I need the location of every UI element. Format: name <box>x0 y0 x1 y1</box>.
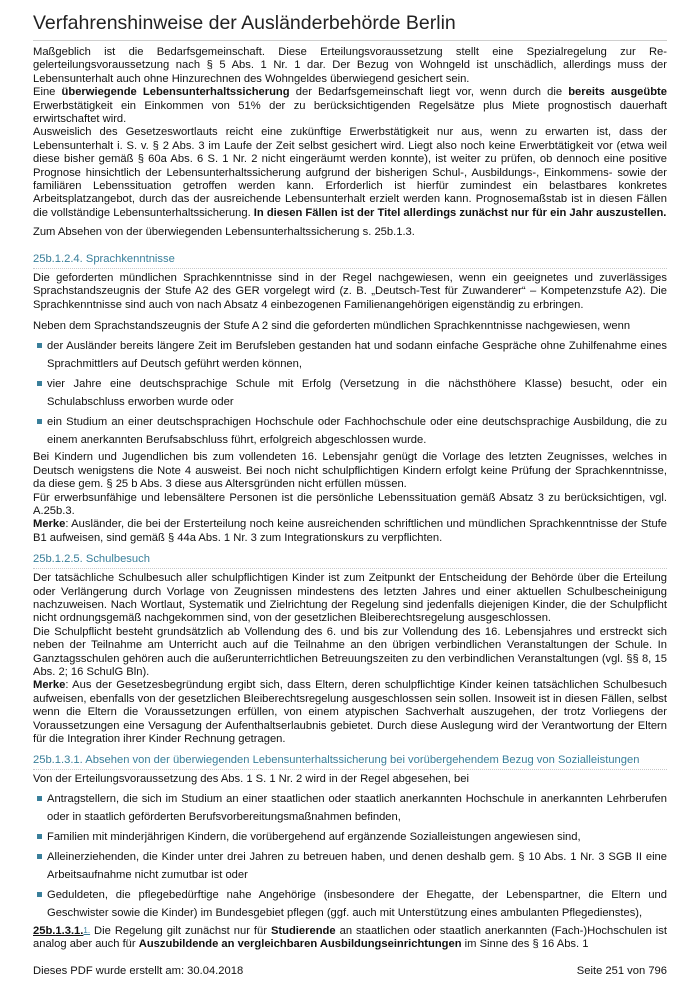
merke-label: Merke <box>33 679 66 692</box>
schule-merke <box>33 679 667 746</box>
page-title: Verfahrenshinweise der Ausländerbehörde Berlin <box>33 0 667 41</box>
text-span: Erwerbstätigkeit ein Einkommen von 51% der zu berücksichtigenden Regelsätze plus Miete prognostisch dauerhaft erwirtschaftet wird. <box>33 99 667 126</box>
square-bullet-icon <box>37 892 42 897</box>
section-title-sprachkenntnisse: 25b.1.2.4. Sprachkenntnisse <box>33 252 667 269</box>
bold-text: überwiegende Lebensunterhaltssicherung <box>61 86 290 99</box>
list-item-text: Familien mit minderjährigen Kindern, die vorübergehend auf ergänzende Sozialleistungen angewiesen sind, <box>47 830 581 843</box>
absehen-paragraph-1: Von der Erteilungsvoraussetzung des Abs. 1 S. 1 Nr. 2 wird in der Regel abgesehen, bei <box>33 773 469 786</box>
absehen-paragraph-2 <box>33 924 667 952</box>
intro-paragraph-3 <box>33 126 667 220</box>
section-title-absehen: 25b.1.3.1. Absehen von der überwiegenden Lebensunterhaltssicherung bei vorübergehendem Bezug von Sozialleistungen <box>33 753 667 770</box>
list-item <box>47 848 667 884</box>
intro-paragraph-2 <box>33 86 667 126</box>
bold-text: Auszubildende an vergleichbaren Ausbildungseinrichtungen <box>138 938 462 951</box>
square-bullet-icon <box>37 381 42 386</box>
list-item-text: Geduldeten, die pflegebedürftige nahe Angehörige (insbesondere der Ehegatte, der Lebenspartner, die Eltern und Geschwister sowie die Kinder) im Bundesgebiet pflegen (ggf. auch mit Unterstützung eines ambulanten Pflegedienstes), <box>47 888 667 919</box>
bold-text: bereits ausgeübte <box>568 86 667 99</box>
list-item <box>47 790 667 826</box>
list-item-text: ein Studium an einer deutschsprachigen Hochschule oder Fachhochschule oder eine deutschsprachige Ausbildung, die zu einem anerkannten Berufsabschluss führt, erfolgreich abgeschlossen wurde. <box>47 416 667 447</box>
bold-text: Studierende <box>270 924 336 937</box>
text-span: an staatlichen oder staatlich anerkannten (Fach-)Hochschulen ist analog aber auch für <box>33 924 667 951</box>
list-item <box>47 828 667 846</box>
text-span: : Aus der Gesetzesbegründung ergibt sich, dass Eltern, deren schulpflichtige Kinder keinen tatsächlichen Schulbesuch aufweisen, ebenfalls von der gesetzlichen Bleiberechtsregelung ausgeschlossen sein sollen. Insoweit ist in diesen Fällen, selbst wenn die Eltern die Voraussetzungen erfüllen, von einem atypischen Sachverhalt auszugehen, der trotz Vorliegens der Voraussetzungen eine Versagung der Aufenthaltserlaubnis gebietet. Durch diese Auslegung wird der Verantwortung der Eltern für die Integration ihrer Kinder Rechnung getragen. <box>33 679 667 746</box>
text-span: Ausweislich des Gesetzeswortlauts reicht eine zukünftige Erwerbstätigkeit nur aus, wenn zu erwarten ist, dass der Lebensunterhalt i. S. v. § 2 Abs. 3 im Laufe der Zeit selbst gesichert wird. Liegt also noch keine Erwerbtätigkeit vor (etwa weil diese bisher gemäß § 60a Abs. 6 S. 1 Nr. 2 nicht eingeräumt werden konnte), ist weiter zu prüfen, ob dennoch eine positive Prognose hinsichtlich der Lebensunterhaltssicherung aufgrund der bisherigen Schul-, Ausbildungs-, Einkommens- sowie der familiären Lebenssituation getroffen werden kann. Erforderlich ist hierfür zumindest ein belastbares konkretes Arbeitsplatzangebot, durch das der ausreichende Lebensunterhalt erzielt werden kann. Prognosemaßstab ist in diesen Fällen die vollständige Lebensunterhaltssicherung. <box>33 126 667 219</box>
list-item <box>47 886 667 922</box>
intro-paragraph-1: Maßgeblich ist die Bedarfsgemeinschaft. Diese Erteilungsvoraussetzung stellt eine Spezialregelung zur Re-gelerteilungsvoraussetzung nach § 5 Abs. 1 Nr. 1 dar. Der Bezug von Wohngeld ist unschädlich, allerdings muss der Lebensunterhalt auch ohne Hinzurechnen des Wohngeldes überwiegend gesichert sein. <box>33 46 667 85</box>
text-span: : Ausländer, die bei der Ersterteilung noch keine ausreichenden schriftlichen und mündlichen Sprachkenntnisse der Stufe B1 aufweisen, sind gemäß § 44a Abs. 1 Nr. 3 zum Integrationskurs zu verpflichten. <box>33 518 667 544</box>
list-item-text: vier Jahre eine deutschsprachige Schule mit Erfolg (Versetzung in die nächsthöhere Klasse) besucht, oder ein Schulabschluss erworben wurde oder <box>47 378 667 409</box>
sprach-merke <box>33 518 667 545</box>
list-item-text: Alleinerziehenden, die Kinder unter drei Jahren zu betreuen haben, und denen deshalb gem. § 10 Abs. 1 Nr. 3 SGB II eine Arbeitsaufnahme nicht zumutbar ist oder <box>47 850 667 881</box>
section-reference: 25b.1.3.1. <box>33 924 84 937</box>
square-bullet-icon <box>37 834 42 839</box>
schule-paragraph-2: Die Schulpflicht besteht grundsätzlich ab Vollendung des 6. und bis zur Vollendung des 16. Lebensjahres und erstreckt sich neben der Teilnahme am Unterricht auch auf die Teilnahme an den übrigen verbindlichen Veranstaltungen der Schule. In Ganztagsschulen gehören auch die außerunterrichtlichen Betreuungszeiten zu den verbindlichen Veranstaltungen (vgl. §§ 8, 15 Abs. 2; 16 SchulG Bln). <box>33 625 667 678</box>
square-bullet-icon <box>37 419 42 424</box>
square-bullet-icon <box>37 343 42 348</box>
sprach-paragraph-1: Die geforderten mündlichen Sprachkenntnisse sind in der Regel nachgewiesen, wenn ein geeignetes und zuverlässiges Sprachstandszeugnis der Stufe A2 des GER vorgelegt wird (z. B. „Deutsch-Test für Zuwanderer“ – Kompetenzstufe A2). Die Sprachkenntnisse sind auch von nach Absatz 4 einbezogenen Familienangehörigen eigenständig zu erbringen. <box>33 271 667 311</box>
absehen-list <box>33 790 667 922</box>
page-footer <box>33 965 667 977</box>
bold-text: In diesen Fällen ist der Titel allerdings zunächst nur für ein Jahr auszustellen. <box>253 206 667 219</box>
sprach-paragraph-2: Neben dem Sprachstandszeugnis der Stufe A 2 sind die geforderten mündlichen Sprachkenntnisse nachgewiesen, wenn <box>33 319 631 332</box>
sprach-list <box>33 337 667 449</box>
list-item-text: Antragstellern, die sich im Studium an einer staatlichen oder staatlich anerkannten Hochschule in anerkannten Lehrberufen oder in staatlich geförderten Berufsvorbereitungsmaßnahmen befinden, <box>47 792 667 823</box>
footer-created-date: Dieses PDF wurde erstellt am: 30.04.2018 <box>33 965 244 977</box>
merke-label: Merke <box>33 518 66 531</box>
intro-paragraph-4: Zum Absehen von der überwiegenden Lebensunterhaltssicherung s. 25b.1.3. <box>33 226 415 239</box>
square-bullet-icon <box>37 854 42 859</box>
schule-paragraph-1: Der tatsächliche Schulbesuch aller schulpflichtigen Kinder ist zum Zeitpunkt der Entscheidung der Behörde über die Erteilung oder Verlängerung durch Vorlage von Zeugnissen mindestens des letzten Jahres und einer aktuellen Schulbescheinigung nachzuweisen. Nach Wortlaut, Systematik und Zielrichtung der Regelung sind jedenfalls diejenigen Kinder, die der Schulpflicht nicht ordnungsgemäß nachgekommen sind, von der gesetzlichen Bleiberechtsregelung ausgeschlossen. <box>33 572 667 625</box>
footnote-link[interactable]: 1. <box>83 925 91 935</box>
footer-page-number: Seite 251 von 796 <box>576 965 667 977</box>
sprach-paragraph-4: Für erwerbsunfähige und lebensältere Personen ist die persönliche Lebenssituation gemäß Absatz 3 zu berücksichtigen, vgl. A.25b.3. <box>33 491 667 517</box>
square-bullet-icon <box>37 796 42 801</box>
list-item <box>47 375 667 411</box>
sprach-paragraph-3: Bei Kindern und Jugendlichen bis zum vollendeten 16. Lebensjahr genügt die Vorlage des letzten Zeugnisses, welches in Deutsch wenigstens die Note 4 ausweist. Bei noch nicht schulpflichtigen Kindern erfolgt keine Prüfung der Sprachkenntnisse, da diese gem. § 25 b Abs. 3 diese aus Altersgründen nicht erfüllen müssen. <box>33 451 667 491</box>
text-span: Eine <box>33 86 62 99</box>
text-span: der Bedarfsgemeinschaft liegt vor, wenn durch die <box>289 86 569 99</box>
text-span: Die Regelung gilt zunächst nur für <box>90 924 271 937</box>
list-item-text: der Ausländer bereits längere Zeit im Berufsleben gestanden hat und sodann einfache Gespräche ohne Zuhilfenahme eines Sprachmittlers auf Deutsch geführt werden können, <box>47 340 667 371</box>
section-title-schulbesuch: 25b.1.2.5. Schulbesuch <box>33 552 667 569</box>
text-span: im Sinne des § 16 Abs. 1 <box>461 938 589 951</box>
list-item <box>47 337 667 373</box>
list-item <box>47 413 667 449</box>
